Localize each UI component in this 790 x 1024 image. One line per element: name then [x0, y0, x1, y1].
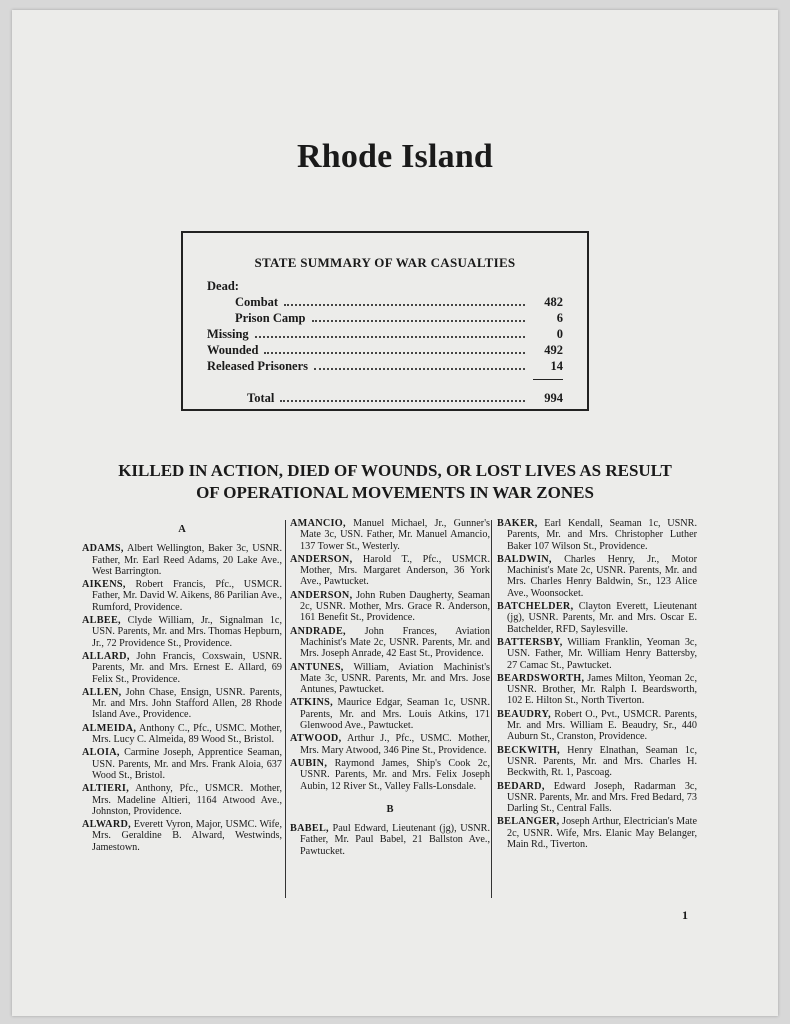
column-2 [290, 518, 490, 859]
list-item: BABEL, Paul Edward, Lieutenant (jg), USNR. Father, Mr. Paul Babel, 21 Ballston Ave., Pawtucket. [290, 823, 490, 857]
section-heading: KILLED IN ACTION, DIED OF WOUNDS, OR LOST LIVES AS RESULT OF OPERATIONAL MOVEMENTS IN WAR ZONES [118, 461, 672, 502]
list-item: ALTIERI, Anthony, Pfc., USMCR. Mother, Mrs. Madeline Altieri, 1164 Atwood Ave., Johnston, Providence. [82, 783, 282, 817]
letter-divider: A [178, 524, 186, 535]
summary-heading: STATE SUMMARY OF WAR CASUALTIES [254, 255, 516, 270]
list-item: ALLARD, John Francis, Coxswain, USNR. Parents, Mr. and Mrs. Ernest E. Allard, 69 Felix St., Providence. [82, 650, 282, 685]
list-item: ANTUNES, William, Aviation Machinist's Mate 3c, USNR. Parents, Mr. and Mrs. Jose Antunes, Pawtucket. [290, 661, 490, 696]
list-item: ATWOOD, Arthur J., Pfc., USMC. Mother, Mrs. Mary Atwood, 346 Pine St., Providence. [290, 733, 490, 756]
list-item: ALLEN, John Chase, Ensign, USNR. Parents, Mr. and Mrs. John Stafford Allen, 28 Rhode Island Ave., Providence. [82, 686, 282, 721]
list-item: BAKER, Earl Kendall, Seaman 1c, USNR. Parents, Mr. and Mrs. Christopher Luther Baker 107 Wilson St., Providence. [497, 518, 697, 552]
list-item: BALDWIN, Charles Henry, Jr., Motor Machinist's Mate 2c, USNR. Parents, Mr. and Mrs. Charles Henry Baldwin, Sr., 123 Alice Ave., Woonsocket. [497, 553, 697, 599]
list-item: BEDARD, Edward Joseph, Radarman 3c, USNR. Parents, Mr. and Mrs. Fred Bedard, 73 Darling St., Central Falls. [497, 780, 697, 815]
dot-leader [280, 392, 525, 402]
list-item: AUBIN, Raymond James, Ship's Cook 2c, USNR. Parents, Mr. and Mrs. Felix Joseph Aubin, 12 River St., Valley Falls-Lonsdale. [290, 757, 490, 792]
summary-row-prison-camp: Prison Camp 6 [235, 311, 563, 325]
casualty-summary-box [181, 231, 589, 411]
list-item: ADAMS, Albert Wellington, Baker 3c, USNR. Father, Mr. Earl Reed Adams, 20 Lake Ave., West Barrington. [82, 543, 282, 577]
total-rule [533, 379, 563, 380]
dot-leader [255, 328, 525, 338]
column-1 [82, 518, 282, 855]
list-item: ATKINS, Maurice Edgar, Seaman 1c, USNR. Parents, Mr. and Mrs. Louis Atkins, 171 Glenwood Ave., Pawtucket. [290, 697, 490, 732]
dot-leader [264, 344, 525, 354]
list-item: ALMEIDA, Anthony C., Pfc., USMC. Mother, Mrs. Lucy C. Almeida, 89 Wood St., Bristol. [82, 722, 282, 746]
dot-leader [312, 312, 526, 322]
list-item: ALBEE, Clyde William, Jr., Signalman 1c, USN. Parents, Mr. and Mrs. Thomas Hepburn, Jr., 72 Providence St., Providence. [82, 615, 282, 649]
letter-divider: B [386, 803, 394, 815]
list-item: AIKENS, Robert Francis, Pfc., USMCR. Father, Mr. David W. Aikens, 86 Parilian Ave., Rumford, Providence. [82, 579, 282, 613]
list-item: BATTERSBY, William Franklin, Yeoman 3c, USN. Father, Mr. William Henry Battersby, 27 Camac St., Pawtucket. [497, 636, 697, 671]
column-rule [285, 520, 286, 898]
page-title: Rhode Island [296, 138, 494, 175]
list-item: ANDERSON, John Ruben Daugherty, Seaman 2c, USNR. Mother, Mrs. Grace R. Anderson, 161 Benefit St., Providence. [290, 589, 490, 624]
list-item: ANDRADE, John Frances, Aviation Machinist's Mate 2c, USNR. Parents, Mr. and Mrs. Joseph Anrade, 42 East St., Providence. [290, 625, 490, 660]
list-item: BELANGER, Joseph Arthur, Electrician's Mate 2c, USNR. Wife, Mrs. Elanic May Belanger, Main Rd., Tiverton. [497, 816, 697, 851]
list-item: ANDERSON, Harold T., Pfc., USMCR. Mother, Mrs. Margaret Anderson, 36 York Ave., Pawtucket. [290, 553, 490, 588]
dot-leader [284, 296, 525, 306]
summary-row-total: Total 994 [247, 391, 563, 405]
summary-row-combat: Combat 482 [235, 295, 563, 309]
list-item: ALOIA, Carmine Joseph, Apprentice Seaman, USN. Parents, Mr. and Mrs. Frank Aloia, 637 Wood St., Bristol. [82, 747, 282, 781]
document-page [12, 10, 778, 1016]
list-item: BECKWITH, Henry Elnathan, Seaman 1c, USNR. Parents, Mr. and Mrs. Charles H. Beckwith, Rt. 1, Pascoag. [497, 744, 697, 779]
page-number: 1 [682, 908, 688, 922]
summary-row-released-prisoners: Released Prisoners 14 [207, 359, 563, 373]
column-rule [491, 520, 492, 898]
list-item: BATCHELDER, Clayton Everett, Lieutenant (jg), USNR. Parents, Mr. and Mrs. Oscar E. Batchelder, RFD, Saylesville. [497, 601, 697, 635]
list-item: AMANCIO, Manuel Michael, Jr., Gunner's Mate 3c, USN. Father, Mr. Manuel Amancio, 137 Tower St., Westerly. [290, 518, 490, 552]
list-item: BEAUDRY, Robert O., Pvt., USMCR. Parents, Mr. and Mrs. William E. Beaudry, Sr., 440 Auburn St., Cranston, Providence. [497, 708, 697, 743]
column-3 [497, 518, 697, 852]
list-item: BEARDSWORTH, James Milton, Yeoman 2c, USNR. Brother, Mr. Ralph I. Beardsworth, 102 E. Hilton St., North Tiverton. [497, 672, 697, 707]
dot-leader [314, 360, 525, 370]
list-item: ALWARD, Everett Vyron, Major, USMC. Wife, Mrs. Geraldine B. Alward, Westwinds, Jamestown. [82, 819, 282, 853]
summary-dead-label: Dead: [207, 279, 239, 293]
summary-row-wounded: Wounded 492 [207, 343, 563, 357]
summary-row-missing: Missing 0 [207, 327, 563, 341]
